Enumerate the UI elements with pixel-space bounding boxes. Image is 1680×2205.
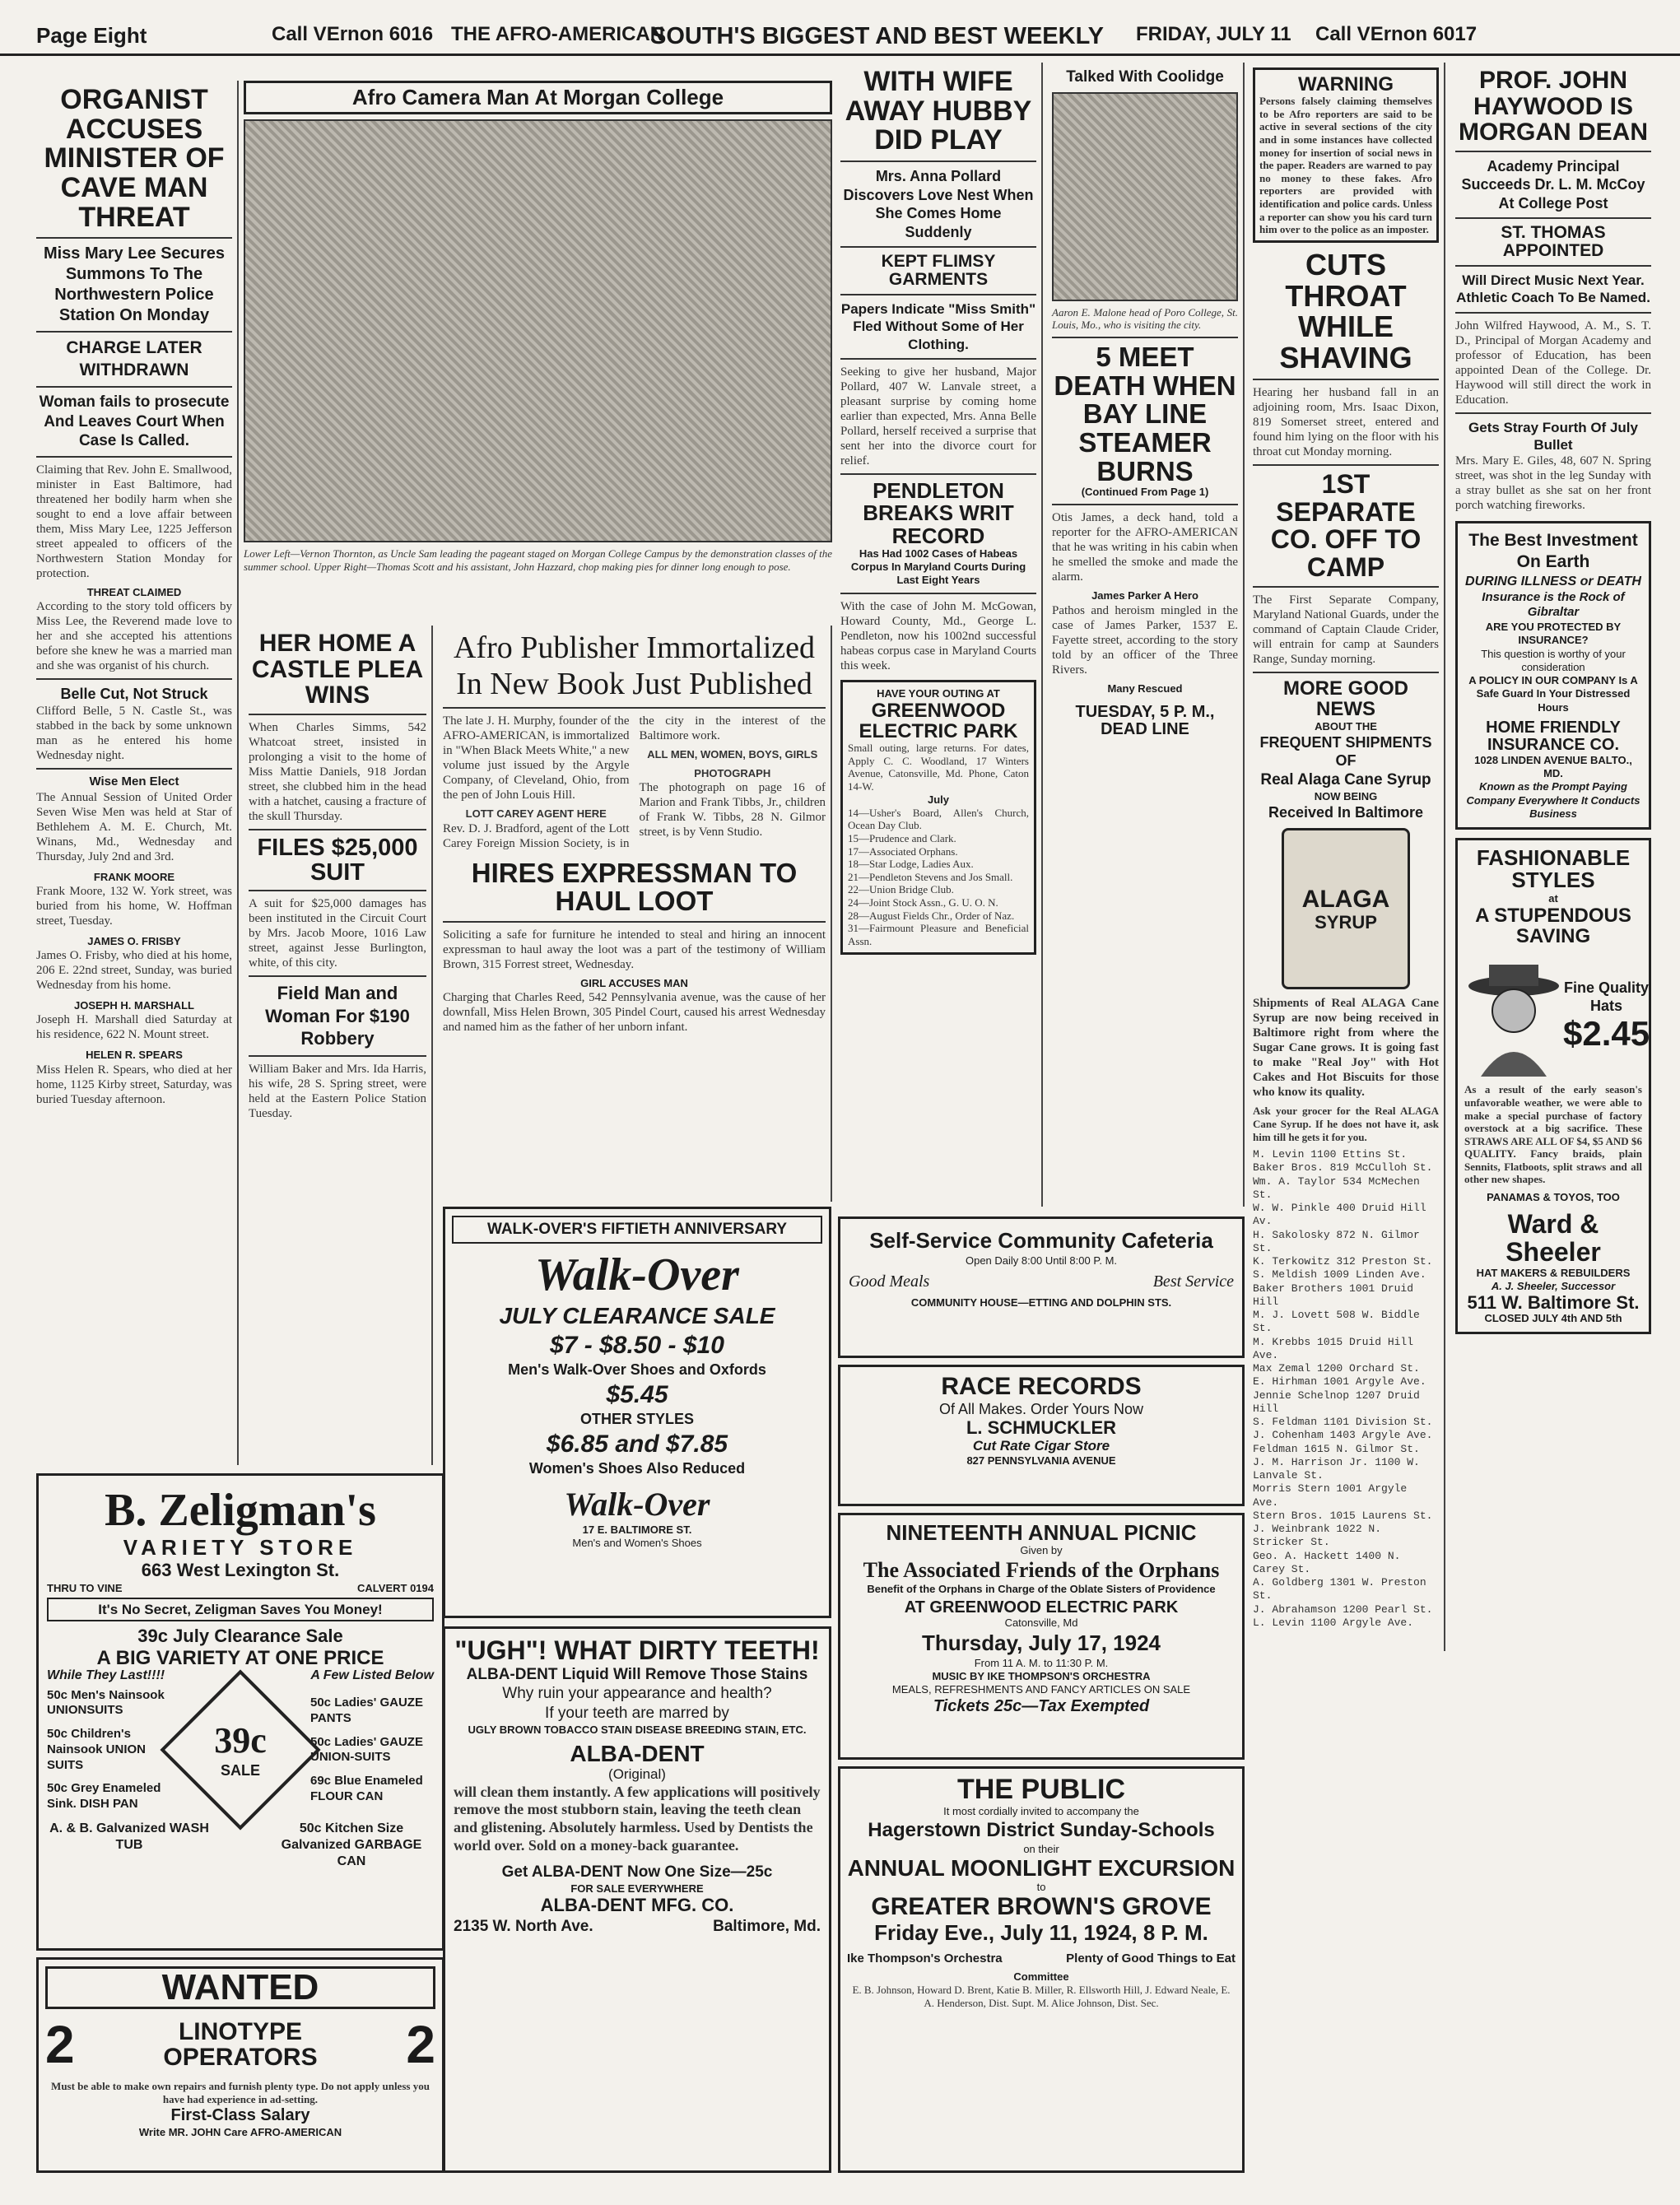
- picnic-meals: MEALS, REFRESHMENTS AND FANCY ARTICLES ON SALE: [891, 1683, 1191, 1696]
- public-invite: It most cordially invited to accompany the: [943, 1804, 1139, 1817]
- wanted-line: LINOTYPE OPERATORS: [163, 2017, 318, 2072]
- headline-bayline: 5 MEET DEATH WHEN BAY LINE STEAMER BURNS: [1054, 341, 1236, 486]
- walkover-brand: Walk-Over: [535, 1249, 739, 1300]
- alaga-head-4: Real Alaga Cane Syrup: [1260, 770, 1431, 788]
- headline-castle: HER HOME A CASTLE PLEA WINS: [251, 630, 424, 709]
- albadent-mfg: ALBA-DENT MFG. CO.: [540, 1895, 734, 1916]
- greenwood-july: July: [927, 793, 949, 806]
- zeligman-item: 50c Grey Enameled Sink. DISH PAN: [47, 1781, 161, 1812]
- ward-address: 511 W. Baltimore St.: [1467, 1292, 1640, 1313]
- walkover-ad: [443, 1207, 831, 1618]
- albadent-line-4: UGLY BROWN TOBACCO STAIN DISEASE BREEDING STAIN, ETC.: [468, 1723, 807, 1736]
- insurance-address: 1028 LINDEN AVENUE BALTO., MD.: [1474, 753, 1632, 780]
- slogan: SOUTH'S BIGGEST AND BEST WEEKLY: [650, 23, 1104, 49]
- excursion-ad: [838, 1766, 1245, 2173]
- walkover-womens: Women's Shoes Also Reduced: [528, 1460, 746, 1477]
- list-item: E. Hirhman 1001 Argyle Ave.: [1253, 1375, 1426, 1389]
- picnic-ad: [838, 1513, 1245, 1760]
- walkover-banner: WALK-OVER'S FIFTIETH ANNIVERSARY: [452, 1216, 822, 1244]
- public-names: E. B. Johnson, Howard D. Brent, Katie B. Miller, R. Ellsworth Hill, J. Edward Neale, E. A. Henderson, Dist. Supt. M. Alice Johnson, Dist. Sec.: [852, 1984, 1231, 2009]
- deck-organist-3: Woman fails to prosecute And Leaves Court When Case Is Called.: [39, 393, 230, 450]
- threat-story: According to the story told officers by Miss Lee, the Reverend made love to her and she accepted his attentions before she knew he was a married man and she was organist of his church.: [36, 600, 232, 673]
- list-item: Wm. A. Taylor 534 McMechen St.: [1253, 1175, 1420, 1201]
- phone-right: Call VErnon 6017: [1315, 23, 1478, 45]
- belle-story: Clifford Belle, 5 N. Castle St., was stabbed in the back by some unknown man as he entered his home Wednesday night.: [36, 704, 232, 762]
- zeligman-sale-2: A BIG VARIETY AT ONE PRICE: [96, 1646, 384, 1669]
- wanted-salary: First-Class Salary: [170, 2106, 310, 2125]
- list-item: Max Zemal 1200 Orchard St.: [1253, 1362, 1420, 1375]
- deck-haywood-2: ST. THOMAS APPOINTED: [1501, 223, 1606, 261]
- column-wife: [835, 63, 1043, 1207]
- alaga-body: Shipments of Real ALAGA Cane Syrup are now being received in Baltimore right from where the Sugar Cane grows. It is going fast to make "Real Joy" with Hot Cakes and Hot Biscuits for those who know its quality.: [1253, 997, 1439, 1100]
- phone-left: Call VErnon 6016: [272, 23, 434, 45]
- public-title: THE PUBLIC: [957, 1774, 1125, 1805]
- photo-title: Afro Camera Man At Morgan College: [244, 81, 832, 114]
- list-item: W. W. Pinkle 400 Druid Hill Av.: [1253, 1202, 1426, 1228]
- albadent-get: Get ALBA-DENT Now One Size—25c: [501, 1863, 773, 1882]
- alaga-ask: Ask your grocer for the Real ALAGA Cane Syrup. If he does not have it, ask him till he gets it for you.: [1253, 1105, 1439, 1143]
- list-item: M. Krebbs 1015 Druid Hill Ave.: [1253, 1335, 1414, 1361]
- malone-portrait-photo: [1052, 92, 1238, 301]
- list-item: J. M. Harrison Jr. 1100 W. Lanvale St.: [1253, 1455, 1420, 1482]
- coolidge-title: Talked With Coolidge: [1066, 68, 1224, 86]
- deck-wife-3: Papers Indicate "Miss Smith" Fled Without Some of Her Clothing.: [840, 301, 1036, 352]
- zeligman-item: 50c Ladies' GAUZE UNION-SUITS: [310, 1734, 423, 1765]
- bullet-story: Mrs. Mary E. Giles, 48, 607 N. Spring street, was shot in the leg Sunday with a stray bullet as she sat on her front porch watching fireworks.: [1455, 454, 1651, 513]
- wise-story: The Annual Session of United Order Seven Wise Men was held at Star of Bethlehem A. M. E. Church, Mt. Winans, Md., Wednesday and Thursday, July 2nd and 3rd.: [36, 790, 232, 863]
- insurance-line-5: A POLICY IN OUR COMPANY Is A Safe Guard In Your Distressed Hours: [1468, 674, 1638, 714]
- deck-wife-2: KEPT FLIMSY GARMENTS: [881, 252, 996, 290]
- deck-organist-1: Miss Mary Lee Secures Summons To The Northwestern Police Station On Monday: [43, 244, 226, 325]
- list-item: Feldman 1615 N. Gilmor St.: [1253, 1442, 1420, 1455]
- price-diamond: [160, 1670, 320, 1831]
- albadent-line-3: If your teeth are marred by: [545, 1705, 729, 1723]
- list-item: 15—Prudence and Clark.: [848, 831, 956, 844]
- greenwood-body: Small outing, large returns. For dates, Apply C. C. Woodland, 17 Winters Avenue, Catonsville, Md. Phone, Caton 14-W.: [848, 742, 1029, 793]
- alaga-dealer-list: [1253, 1148, 1439, 1630]
- list-item: Geo. A. Hackett 1400 N. Carey St.: [1253, 1549, 1401, 1575]
- issue-date: FRIDAY, JULY 11: [1136, 23, 1291, 45]
- records-name: L. SCHMUCKLER: [966, 1417, 1117, 1438]
- picnic-given: Given by: [1020, 1544, 1063, 1557]
- story-bayline: Otis James, a deck hand, told a reporter for the AFRO-AMERICAN that he was writing in his cabin when he smelled the smoke and made the alarm.: [1052, 511, 1238, 584]
- wanted-ad: [36, 1957, 444, 2173]
- death-notice: JAMES O. FRISBY James O. Frisby, who died at his home, 206 E. 22nd street, Sunday, was buried Wednesday from his home.: [36, 934, 232, 993]
- list-item: 28—August Fields Chr., Order of Naz.: [848, 909, 1015, 922]
- zeligman-ad: [36, 1473, 444, 1951]
- picnic-title: NINETEENTH ANNUAL PICNIC: [886, 1520, 1197, 1545]
- deadline-notice: TUESDAY, 5 P. M., DEAD LINE: [1075, 702, 1215, 738]
- death-notice: FRANK MOORE Frank Moore, 132 W. York street, was buried from his home, W. Hoffman street, Tuesday.: [36, 870, 232, 928]
- list-item: H. Sakolosky 872 N. Gilmor St.: [1253, 1228, 1420, 1254]
- warning-box: [1253, 67, 1439, 243]
- column-castle: [244, 626, 433, 1465]
- list-item: L. Levin 1100 Argyle Ave.: [1253, 1616, 1414, 1629]
- ward-closed: CLOSED JULY 4th AND 5th: [1484, 1312, 1622, 1325]
- story-castle: When Charles Simms, 542 Whatcoat street, insisted in prolonging a visit to the home of Miss Mattie Daniels, 918 Jordan street, she clubbed him in the head with a hatchet, causing a fracture of the skull Thursday.: [249, 720, 426, 823]
- bullet-head: Gets Stray Fourth Of July Bullet: [1468, 419, 1638, 453]
- albadent-ad: [443, 1626, 831, 2173]
- list-item: Morris Stern 1001 Argyle Ave.: [1253, 1482, 1408, 1509]
- column-coolidge: [1047, 63, 1245, 1207]
- deck-haywood-3: Will Direct Music Next Year. Athletic Coach To Be Named.: [1456, 272, 1650, 306]
- headline-publisher: Afro Publisher Immortalized In New Book Just Published: [453, 630, 815, 701]
- walkover-mens-price: $5.45: [606, 1380, 668, 1408]
- syrup-can-icon: [1282, 828, 1410, 989]
- column-organist: [31, 81, 239, 1465]
- headline-robbery: Field Man and Woman For $190 Robbery: [265, 983, 410, 1049]
- wanted-body: Must be able to make own repairs and furnish plenty type. Do not apply unless you have had experience in ad-setting.: [51, 2080, 430, 2105]
- records-title: RACE RECORDS: [941, 1373, 1142, 1400]
- wise-head: Wise Men Elect: [89, 774, 179, 788]
- ward-price: $2.45: [1563, 1013, 1650, 1053]
- insurance-footer: Known as the Prompt Paying Company Everywhere It Conducts Business: [1466, 780, 1640, 820]
- headline-wife: WITH WIFE AWAY HUBBY DID PLAY: [845, 66, 1032, 156]
- public-event: ANNUAL MOONLIGHT EXCURSION: [847, 1855, 1236, 1882]
- list-item: Jennie Schelnop 1207 Druid Hill: [1253, 1389, 1420, 1415]
- death-notice: JOSEPH H. MARSHALL Joseph H. Marshall died Saturday at his residence, 622 N. Mount street.: [36, 999, 232, 1042]
- cafeteria-right: Best Service: [1152, 1272, 1234, 1291]
- story-pendleton: With the case of John M. McGowan, Howard County, Md., George L. Pendleton, now his 1002nd successful habeas corpus case in Maryland Courts this week.: [840, 599, 1036, 672]
- straw-hat-man-icon: [1464, 953, 1563, 1077]
- wanted-write: Write MR. JOHN Care AFRO-AMERICAN: [138, 2126, 342, 2139]
- greenwood-ad: [840, 680, 1036, 956]
- hero-story: Pathos and heroism mingled in the case of James Parker, 1537 E. Fayette street, according to the story told by an officer of the Three Rivers.: [1052, 603, 1238, 677]
- ward-head-1: FASHIONABLE STYLES: [1476, 845, 1631, 893]
- zeligman-item: 50c Men's Nainsook UNIONSUITS: [47, 1687, 165, 1718]
- story-suit: A suit for $25,000 damages has been instituted in the Circuit Court by Mrs. Jacob Moore, 1016 Law street, against Jesse Burlington, white, of this city.: [249, 897, 426, 970]
- paper-name: THE AFRO-AMERICAN: [451, 23, 665, 45]
- walkover-other-price: $6.85 and $7.85: [546, 1430, 728, 1458]
- ward-sheeler-ad: [1455, 838, 1651, 1334]
- albadent-headline: "UGH"! WHAT DIRTY TEETH!: [454, 1635, 820, 1665]
- column-publisher: [438, 626, 832, 1202]
- albadent-line-1: ALBA-DENT Liquid Will Remove Those Stains: [466, 1665, 808, 1683]
- public-left: Ike Thompson's Orchestra: [847, 1951, 1003, 1965]
- albadent-line-2: Why ruin your appearance and health?: [502, 1685, 772, 1703]
- headline-suit: FILES $25,000 SUIT: [257, 834, 418, 886]
- girl-story: Charging that Charles Reed, 542 Pennsylvania avenue, was the cause of her downfall, Miss Helen Brown, 305 Pindel Court, caused his arrest Wednesday and named him as the father of her unborn infant.: [443, 991, 826, 1035]
- ward-panamas: PANAMAS & TOYOS, TOO: [1487, 1191, 1620, 1204]
- zeligman-address: 663 West Lexington St.: [141, 1560, 340, 1581]
- deck-wife-1: Mrs. Anna Pollard Discovers Love Nest When She Comes Home Suddenly: [843, 168, 1034, 240]
- list-item: 24—Joint Stock Assn., G. U. O. N.: [848, 895, 998, 909]
- belle-head: Belle Cut, Not Struck: [60, 686, 208, 703]
- headline-organist: ORGANIST ACCUSES MINISTER OF CAVE MAN THREAT: [44, 84, 225, 233]
- ward-head-3: A STUPENDOUS SAVING: [1475, 904, 1631, 948]
- picnic-time: From 11 A. M. to 11:30 P. M.: [974, 1656, 1109, 1669]
- rescued-head: Many Rescued: [1107, 682, 1183, 695]
- alaga-head-3: FREQUENT SHIPMENTS OF: [1259, 733, 1432, 770]
- zeligman-phone: CALVERT 0194: [357, 1581, 434, 1594]
- public-org: Hagerstown District Sunday-Schools: [868, 1818, 1215, 1841]
- coolidge-caption: Aaron E. Malone head of Poro College, St. Louis, Mo., who is visiting the city.: [1052, 305, 1238, 332]
- can-label: ALAGA: [1301, 886, 1390, 914]
- public-right: Plenty of Good Things to Eat: [1066, 1951, 1236, 1965]
- list-item: J. Cohenham 1403 Argyle Ave.: [1253, 1429, 1433, 1442]
- picnic-music: MUSIC BY IKE THOMPSON'S ORCHESTRA: [932, 1669, 1151, 1682]
- ward-name: Ward & Sheeler: [1505, 1209, 1601, 1267]
- story-separate: The First Separate Company, Maryland National Guards, under the command of Captain Claude Crider, will entrain for camp at Saunders Range, Sunday morning.: [1253, 593, 1439, 667]
- zeligman-thru: THRU TO VINE: [47, 1581, 123, 1594]
- wanted-num-right: 2: [406, 2015, 435, 2075]
- insurance-company: HOME FRIENDLY INSURANCE CO.: [1486, 718, 1621, 754]
- insurance-line-1: DURING ILLNESS or DEATH: [1465, 574, 1641, 588]
- warning-body: Persons falsely claiming themselves to be Afro reporters are said to be active in several sections of the city and in some instances have collected money for insertion of social news in the paper. Readers are warned to pay no money to these fakes. Afro reporters are provided with identification and police cards. Unless a reporter can show you his card turn him over to the police as an imposter.: [1259, 95, 1432, 236]
- list-item: Baker Bros. 819 McCulloh St.: [1253, 1161, 1433, 1175]
- list-item: A. Goldberg 1301 W. Preston St.: [1253, 1576, 1426, 1603]
- death-notice: HELEN R. SPEARS Miss Helen R. Spears, who died at her home, 1125 Kirby street, Saturday, was buried Tuesday afternoon.: [36, 1049, 232, 1106]
- headline-pendleton: PENDLETON BREAKS WRIT RECORD: [863, 477, 1014, 548]
- zeligman-tag: It's No Secret, Zeligman Saves You Money!: [47, 1598, 434, 1621]
- public-on: on their: [1023, 1842, 1059, 1855]
- list-item: S. Meldish 1009 Linden Ave.: [1253, 1268, 1426, 1282]
- alaga-ad: [1253, 678, 1439, 1630]
- cafeteria-name: Self-Service Community Cafeteria: [869, 1228, 1213, 1253]
- wanted-title: WANTED: [45, 1966, 435, 2009]
- walkover-prices: $7 - $8.50 - $10: [550, 1331, 724, 1359]
- insurance-ad: [1455, 521, 1651, 830]
- greenwood-date-list: [848, 807, 1029, 948]
- list-item: 14—Usher's Board, Allen's Church, Ocean Day Club.: [848, 806, 1029, 832]
- headline-loot: HIRES EXPRESSMAN TO HAUL LOOT: [471, 857, 798, 917]
- zeligman-foot-left: A. & B. Galvanized WASH TUB: [49, 1821, 209, 1852]
- list-item: Stern Bros. 1015 Laurens St.: [1253, 1509, 1433, 1522]
- zeligman-name: B. Zeligman's: [105, 1485, 376, 1536]
- walkover-mens: Men's Walk-Over Shoes and Oxfords: [508, 1361, 766, 1379]
- albadent-everywhere: FOR SALE EVERYWHERE: [570, 1882, 704, 1895]
- cafeteria-ad: [838, 1216, 1245, 1358]
- albadent-addr-left: 2135 W. North Ave.: [454, 1918, 593, 1936]
- hero-head: James Parker A Hero: [1091, 589, 1198, 602]
- zeligman-price-label: SALE: [220, 1762, 260, 1779]
- insurance-line-3: ARE YOU PROTECTED BY INSURANCE?: [1485, 621, 1622, 647]
- albadent-addr-right: Baltimore, Md.: [713, 1918, 821, 1936]
- morgan-college-photo: [244, 119, 832, 542]
- ward-line: HAT MAKERS & REBUILDERS: [1476, 1266, 1631, 1279]
- zeligman-foot-right: 50c Kitchen Size Galvanized GARBAGE CAN: [281, 1821, 422, 1868]
- cafeteria-hours: Open Daily 8:00 Until 8:00 P. M.: [965, 1254, 1118, 1267]
- list-item: M. J. Lovett 508 W. Biddle St.: [1253, 1309, 1420, 1335]
- list-item: M. Levin 1100 Ettins St.: [1253, 1148, 1408, 1161]
- picnic-org: The Associated Friends of the Orphans: [863, 1557, 1220, 1582]
- column-haywood: [1450, 63, 1656, 2186]
- ward-head-2: at: [1548, 891, 1558, 905]
- zeligman-while: While They Last!!!!: [47, 1668, 165, 1682]
- zeligman-item: 50c Ladies' GAUZE PANTS: [310, 1696, 423, 1725]
- wanted-num-left: 2: [45, 2015, 75, 2075]
- photo-caption: Lower Left—Vernon Thornton, as Uncle Sam leading the pageant staged on Morgan College Campus by the demonstration classes of the summer school. Upper Right—Thomas Scott and his assistant, John Hazzard, chop making pies for dinner long enough to pose.: [244, 547, 832, 573]
- walkover-other: OTHER STYLES: [579, 1411, 694, 1428]
- ward-hats: Fine Quality Hats: [1564, 979, 1650, 1015]
- list-item: 31—Fairmount Pleasure and Beneficial Assn.: [848, 922, 1029, 947]
- page-number: Page Eight: [36, 23, 147, 48]
- alaga-head-6: Received In Baltimore: [1268, 803, 1424, 821]
- public-place: GREATER BROWN'S GROVE: [871, 1892, 1212, 1920]
- walkover-store: Men's and Women's Shoes: [572, 1537, 702, 1549]
- zeligman-kind: VARIETY STORE: [123, 1535, 358, 1560]
- picnic-where: Catonsville, Md: [1004, 1616, 1078, 1629]
- list-item: Baker Brothers 1001 Druid Hill: [1253, 1282, 1414, 1308]
- column-warning: [1248, 63, 1445, 1651]
- records-sub: Of All Makes. Order Yours Now: [938, 1400, 1144, 1417]
- cafeteria-where: COMMUNITY HOUSE—ETTING AND DOLPHIN STS.: [910, 1296, 1172, 1309]
- list-item: K. Terkowitz 312 Preston St.: [1253, 1255, 1433, 1268]
- list-item: 17—Associated Orphans.: [848, 844, 958, 858]
- ward-prop: A. J. Sheeler, Successor: [1491, 1279, 1616, 1292]
- zeligman-item: 69c Blue Enameled FLOUR CAN: [310, 1774, 423, 1803]
- albadent-body: will clean them instantly. A few applications will positively remove the most stubborn stain, leaving the teeth clean and glistening. Absolutely harmless. Used by Dentists the world over. Sold on a money-back guarantee.: [454, 1783, 821, 1854]
- alaga-head-5: NOW BEING: [1314, 789, 1378, 802]
- records-kind: Cut Rate Cigar Store: [972, 1438, 1110, 1454]
- walkover-address: 17 E. BALTIMORE ST.: [582, 1523, 692, 1536]
- insurance-line-2: Insurance is the Rock of Gibraltar: [1482, 589, 1625, 620]
- list-item: J. Abrahamson 1200 Pearl St.: [1253, 1603, 1433, 1616]
- photo-section: [244, 81, 832, 616]
- list-item: J. Weinbrank 1022 N. Stricker St.: [1253, 1523, 1382, 1549]
- story-organist: Claiming that Rev. John E. Smallwood, minister in East Baltimore, had threatened her bodily harm when she sought to end a love affair between them, Miss Mary Lee, 1225 Jefferson street appealed to officers of the Northwestern Station Monday for protection.: [36, 463, 232, 581]
- story-throat: Hearing her husband fall in an adjoining room, Mrs. Isaac Dixon, 819 Somerset street, entered and found him lying on the floor with his throat cut Monday morning.: [1253, 385, 1439, 458]
- death-notices: [36, 871, 232, 1107]
- list-item: S. Feldman 1101 Division St.: [1253, 1416, 1433, 1429]
- insurance-line-4: This question is worthy of your consideration: [1481, 647, 1626, 673]
- zeligman-item: 50c Children's Nainsook UNION SUITS: [47, 1727, 147, 1772]
- deck-pendleton: Has Had 1002 Cases of Habeas Corpus In Maryland Courts During Last Eight Years: [850, 547, 1026, 587]
- warning-title: WARNING: [1298, 73, 1394, 95]
- ward-body: As a result of the early season's unfavorable weather, we were able to make a special purchase of factory overstock at a big sacrifice. These STRAWS ARE ALL OF $4, $5 AND $6 QUALITY. Fancy braids, plain Sennits, Flatboots, split straws and all other new shapes.: [1464, 1083, 1642, 1186]
- zeligman-few: A Few Listed Below: [310, 1668, 434, 1682]
- records-addr: 827 PENNSYLVANIA AVENUE: [966, 1454, 1116, 1468]
- albadent-name: ALBA-DENT: [570, 1741, 705, 1767]
- records-ad: [838, 1365, 1245, 1506]
- list-item: 21—Pendleton Stevens and Jos Small.: [848, 870, 1013, 883]
- deck-haywood-1: Academy Principal Succeeds Dr. L. M. McCoy At College Post: [1461, 157, 1645, 212]
- can-label-2: SYRUP: [1315, 911, 1377, 933]
- story-robbery: William Baker and Mrs. Ida Harris, his wife, 28 S. Spring street, were held at the Eastern Police Station Tuesday.: [249, 1062, 426, 1120]
- list-item: 18—Star Lodge, Ladies Aux.: [848, 858, 974, 871]
- girl-head: GIRL ACCUSES MAN: [580, 976, 688, 989]
- headline-haywood: PROF. JOHN HAYWOOD IS MORGAN DEAN: [1459, 67, 1648, 146]
- story-haywood: John Wilfred Haywood, A. M., S. T. D., Principal of Morgan Academy and professor of Education, has been appointed Dean of the College. Dr. Haywood will still direct the work in Education.: [1455, 319, 1651, 407]
- walkover-sale: JULY CLEARANCE SALE: [499, 1302, 775, 1328]
- deck-organist-2: CHARGE LATER WITHDRAWN: [66, 338, 202, 379]
- greenwood-name: GREENWOOD ELECTRIC PARK: [859, 699, 1018, 742]
- story-publisher: The late J. H. Murphy, founder of the AFRO-AMERICAN, is immortalized in "When Black Meets White," a new volume just issued by the Argyle Company, of Cleveland, Ohio, from the pen of John Louis Hill. LOTT CAREY AGENT HERE Rev. D. J. Bradford, agent of the Lott Carey Foreign Mission Society, is in the city in the interest of the Baltimore work. ALL MEN, WOMEN, BOYS, GIRLS PHOTOGRAPH The photograph on page 16 of Marion and Frank Tibbs, Jr., children of Frank W. Tibbs, 28 N. Gilmor street, is by Venn Studio.: [443, 714, 826, 850]
- story-loot: Soliciting a safe for furniture he intended to steal and hiring an innocent expressman to haul away the loot was a part of the testimony of William Brown, 315 Forrest street, Wednesday.: [443, 928, 826, 971]
- insurance-head: The Best Investment On Earth: [1468, 531, 1638, 572]
- picnic-at: AT GREENWOOD ELECTRIC PARK: [904, 1598, 1179, 1617]
- picnic-tickets: Tickets 25c—Tax Exempted: [933, 1697, 1150, 1716]
- albadent-orig: (Original): [608, 1766, 666, 1783]
- greenwood-head: HAVE YOUR OUTING AT: [877, 686, 1000, 700]
- threat-head: THREAT CLAIMED: [86, 586, 182, 599]
- cafeteria-left: Good Meals: [849, 1272, 930, 1291]
- picnic-date: Thursday, July 17, 1924: [922, 1630, 1161, 1656]
- story-wife: Seeking to give her husband, Major Pollard, 407 W. Lanvale street, a pleasant surprise by coming home earlier than expected, Mrs. Anna Belle Pollard, herself received a surprise that sent her into the divorce court for relief.: [840, 365, 1036, 468]
- zeligman-price: 39c: [214, 1720, 267, 1761]
- public-committee: Committee: [1013, 1970, 1069, 1983]
- bayline-continued: (Continued From Page 1): [1081, 486, 1209, 499]
- headline-separate: 1ST SEPARATE CO. OFF TO CAMP: [1270, 468, 1422, 582]
- headline-throat: CUTS THROAT WHILE SHAVING: [1279, 247, 1412, 375]
- public-date: Friday Eve., July 11, 1924, 8 P. M.: [874, 1920, 1208, 1946]
- alaga-head-2: ABOUT THE: [1315, 719, 1377, 733]
- list-item: 22—Union Bridge Club.: [848, 883, 954, 896]
- picnic-benefit: Benefit of the Orphans in Charge of the Oblate Sisters of Providence: [867, 1582, 1216, 1595]
- zeligman-sale-1: 39c July Clearance Sale: [137, 1626, 343, 1647]
- walkover-brand-signature: Walk-Over: [564, 1485, 710, 1523]
- public-to: to: [1036, 1880, 1046, 1893]
- masthead: [0, 0, 1680, 56]
- alaga-head-1: MORE GOOD NEWS: [1282, 677, 1408, 721]
